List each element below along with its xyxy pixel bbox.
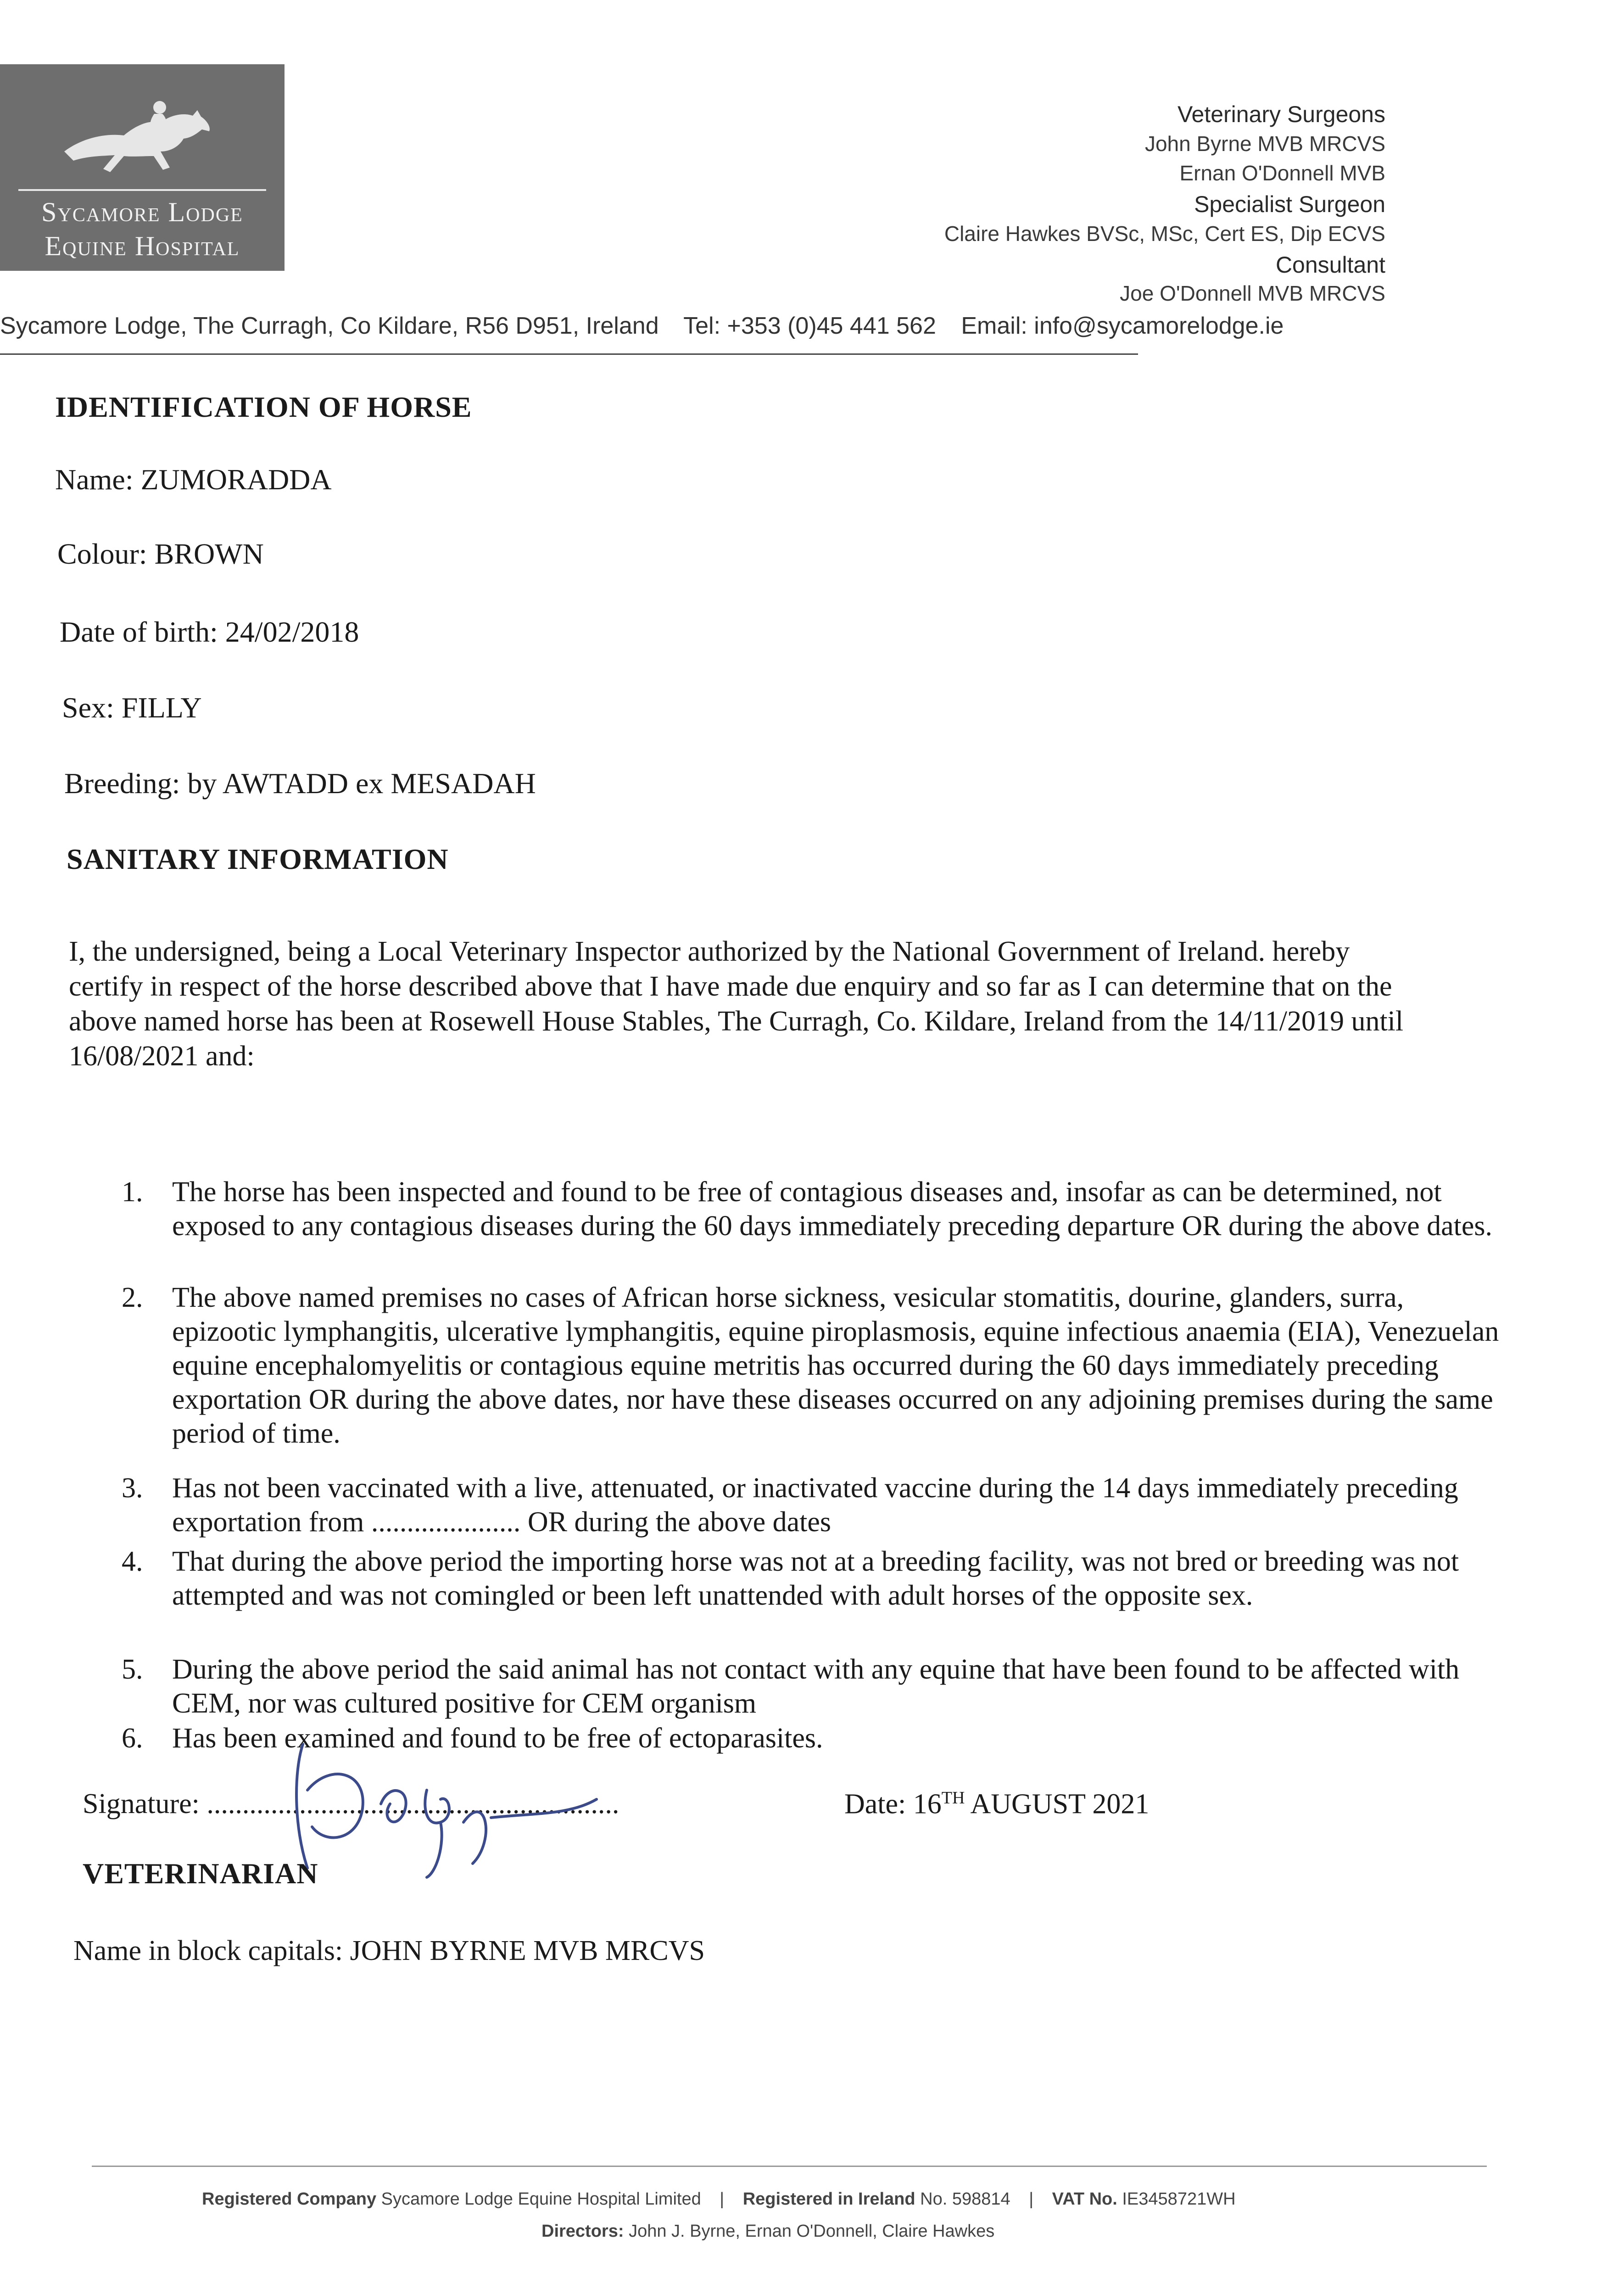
logo-line2: Equine Hospital [45, 231, 240, 261]
address-line [0, 312, 1400, 340]
certification-intro: I, the undersigned, being a Local Veterinary Inspector authorized by the National Government of Ireland. hereby certify in respect of the horse described above that I have made due enquiry and so far as I can determine that on the above named horse has been at Rosewell House Stables, The Curragh, Co. Kildare, Ireland from the 14/11/2019 until 16/08/2021 and: [69, 936, 1404, 1072]
list-number: 1. [122, 1176, 143, 1208]
vat-label: VAT No. [1052, 2189, 1117, 2209]
footer-divider [92, 2166, 1487, 2167]
hospital-logo [0, 64, 285, 271]
staff-name: Claire Hawkes BVSc, MSc, Cert ES, Dip ECVS [944, 222, 1385, 246]
registered-label: Registered in Ireland [742, 2189, 915, 2209]
date-day: Date: 16 [844, 1788, 942, 1820]
list-item [122, 1281, 1512, 1450]
footer-directors [541, 2222, 994, 2241]
registered-number: No. 598814 [920, 2189, 1010, 2209]
signature-label: Signature: .......................................................... [83, 1788, 619, 1819]
directors-label: Directors: [541, 2222, 624, 2241]
veterinarian-title: VETERINARIAN [83, 1857, 318, 1890]
staff-role-vets: Veterinary Surgeons [1177, 101, 1385, 127]
list-text: Has not been vaccinated with a live, attenuated, or inactivated vaccine during the 14 days immediately preceding exportation from ..................... OR during the above dates [172, 1472, 1458, 1538]
horse-sex: Sex: FILLY [62, 691, 202, 724]
staff-name: John Byrne MVB MRCVS [1144, 132, 1385, 156]
list-item [122, 1175, 1512, 1243]
sanitary-title: SANITARY INFORMATION [67, 843, 449, 875]
list-text: That during the above period the importing horse was not at a breeding facility, was not bred or breeding was not attempted and was not comingled or been left unattended with adult horses of the opposite sex. [172, 1546, 1459, 1611]
list-number: 6. [122, 1723, 143, 1754]
hospital-address: Sycamore Lodge, The Curragh, Co Kildare, R56 D951, Ireland [0, 313, 659, 339]
list-number: 5. [122, 1654, 143, 1685]
list-item [122, 1471, 1512, 1539]
date-rest: AUGUST 2021 [965, 1788, 1150, 1820]
list-item [122, 1545, 1512, 1612]
staff-name: Ernan O'Donnell MVB [1179, 161, 1385, 185]
vat-number: IE3458721WH [1122, 2189, 1236, 2209]
list-text: Has been examined and found to be free of ectoparasites. [172, 1723, 823, 1754]
list-text: The above named premises no cases of African horse sickness, vesicular stomatitis, dourine, glanders, surra, epizootic lymphangitis, ulcerative lymphangitis, equine piroplasmosis, equine infectious anaemia (EIA), Venezuelan equine encephalomyelitis or contagious equine metritis has occurred during the 60 days immediately preceding exportation OR during the above dates, nor have these diseases occurred on any adjoining premises during the same period of time. [172, 1282, 1499, 1449]
list-number: 4. [122, 1546, 143, 1577]
list-number: 2. [122, 1282, 143, 1313]
directors-names: John J. Byrne, Ernan O'Donnell, Claire Hawkes [629, 2222, 995, 2241]
logo-line1: Sycamore Lodge [41, 197, 243, 227]
staff-name: Joe O'Donnell MVB MRCVS [1120, 281, 1385, 305]
footer-registration: Registered Company Sycamore Lodge Equine Hospital Limited | Registered in Ireland No. 598814 | VAT No. IE3458721WH [202, 2189, 1236, 2209]
list-number: 3. [122, 1472, 143, 1504]
horse-name: Name: ZUMORADDA [55, 463, 332, 496]
hospital-email: Email: info@sycamorelodge.ie [961, 313, 1284, 339]
handwritten-signature [275, 1735, 642, 1886]
date-suffix: TH [941, 1788, 965, 1808]
hospital-tel: Tel: +353 (0)45 441 562 [683, 313, 936, 339]
company-label: Registered Company [202, 2189, 377, 2209]
list-text: During the above period the said animal has not contact with any equine that have been found to be affected with CEM, nor was cultured positive for CEM organism [172, 1654, 1460, 1719]
staff-role-consultant: Consultant [1275, 252, 1385, 278]
staff-role-specialist: Specialist Surgeon [1194, 191, 1385, 217]
header-divider [0, 353, 1138, 355]
date-label [844, 1788, 1149, 1821]
block-name: Name in block capitals: JOHN BYRNE MVB MRCVS [73, 1935, 705, 1966]
company-name: Sycamore Lodge Equine Hospital Limited [381, 2189, 701, 2209]
list-text: The horse has been inspected and found to be free of contagious diseases and, insofar as can be determined, not exposed to any contagious diseases during the 60 days immediately preceding departure OR during the above dates. [172, 1176, 1493, 1242]
horse-dob: Date of birth: 24/02/2018 [60, 616, 359, 648]
identification-title: IDENTIFICATION OF HORSE [55, 391, 472, 423]
horse-and-jockey-icon [46, 87, 239, 193]
list-item [122, 1652, 1512, 1720]
horse-breeding: Breeding: by AWTADD ex MESADAH [64, 767, 536, 800]
horse-colour: Colour: BROWN [57, 537, 264, 570]
